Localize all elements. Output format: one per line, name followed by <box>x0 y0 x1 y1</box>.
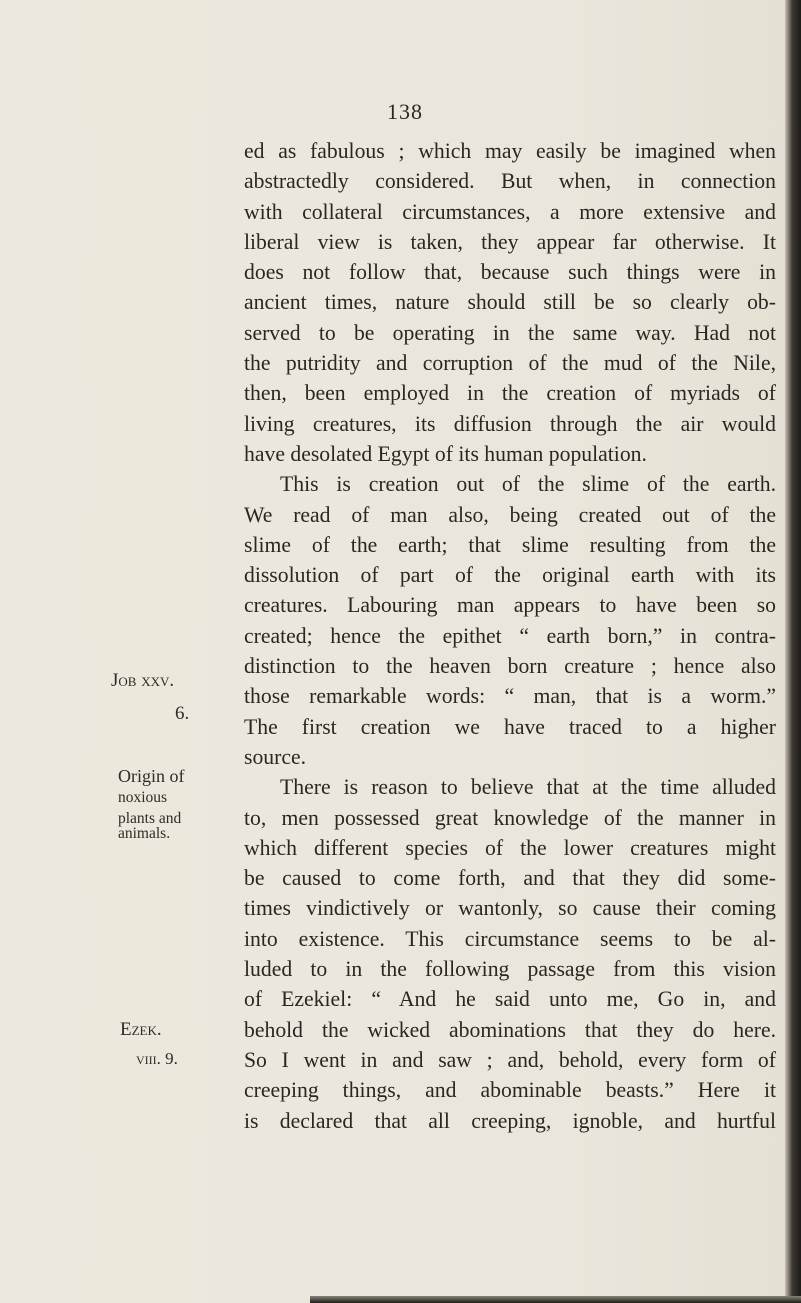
text-line: distinction to the heaven born creature ; hence also <box>244 654 776 679</box>
margin-note-origin-line4: animals. <box>118 825 171 842</box>
text-line: The first creation we have traced to a higher <box>244 714 776 739</box>
page-edge-shadow <box>785 0 801 1303</box>
text-line: liberal view is taken, they appear far otherwise. It <box>244 229 776 254</box>
text-line: abstractedly considered. But when, in connection <box>244 169 776 194</box>
text-line: have desolated Egypt of its human population. <box>244 441 647 466</box>
text-line: ed as fabulous ; which may easily be imagined when <box>244 139 776 163</box>
text-line: be caused to come forth, and that they did some- <box>244 866 776 891</box>
text-line: which different species of the lower creatures might <box>244 835 776 860</box>
margin-ref-job-verse: 6. <box>175 703 190 724</box>
text-line: creeping things, and abominable beasts.” Here it <box>244 1078 776 1103</box>
text-line: This is creation out of the slime of the earth. <box>280 472 776 497</box>
text-line: the putridity and corruption of the mud of the Nile, <box>244 351 776 376</box>
margin-note-origin-line1: Origin of <box>118 766 185 786</box>
margin-ref-ezekiel: Ezek. <box>120 1019 162 1040</box>
margin-ref-job: Job xxv. <box>111 670 175 691</box>
text-line: ancient times, nature should still be so clearly ob- <box>244 290 776 315</box>
text-line: behold the wicked abominations that they do here. <box>244 1017 776 1042</box>
margin-ref-ezekiel-verse: viii. 9. <box>136 1049 178 1068</box>
text-line: is declared that all creeping, ignoble, and hurtful <box>244 1108 776 1133</box>
text-line: source. <box>244 744 307 769</box>
text-line: then, been employed in the creation of myriads of <box>244 381 776 406</box>
text-line: times vindictively or wantonly, so cause their coming <box>244 896 776 921</box>
text-line: There is reason to believe that at the time alluded <box>280 775 776 800</box>
text-line: served to be operating in the same way. Had not <box>244 320 776 345</box>
text-line: with collateral circumstances, a more extensive and <box>244 199 776 224</box>
text-line: does not follow that, because such things were in <box>244 260 776 285</box>
main-text-block <box>244 136 776 1136</box>
margin-note-origin-line3: plants and <box>118 810 182 827</box>
margin-note-origin-line2: noxious <box>118 789 168 806</box>
text-line: We read of man also, being created out of the <box>244 502 776 527</box>
text-line: to, men possessed great knowledge of the manner in <box>244 805 776 830</box>
text-line: creatures. Labouring man appears to have been so <box>244 593 776 618</box>
text-line: dissolution of part of the original earth with its <box>244 563 776 588</box>
text-line: created; hence the epithet “ earth born,” in contra- <box>244 623 776 648</box>
text-line: into existence. This circumstance seems to be al- <box>244 926 776 951</box>
text-line: slime of the earth; that slime resulting from the <box>244 532 776 557</box>
text-line: those remarkable words: “ man, that is a worm.” <box>244 684 776 709</box>
text-line: of Ezekiel: “ And he said unto me, Go in, and <box>244 987 776 1012</box>
text-line: living creatures, its diffusion through the air would <box>244 411 776 436</box>
page-bottom-shadow <box>310 1296 801 1303</box>
text-line: So I went in and saw ; and, behold, every form of <box>244 1047 776 1072</box>
text-line: luded to in the following passage from this vision <box>244 957 776 982</box>
page-number: 138 <box>387 99 423 124</box>
